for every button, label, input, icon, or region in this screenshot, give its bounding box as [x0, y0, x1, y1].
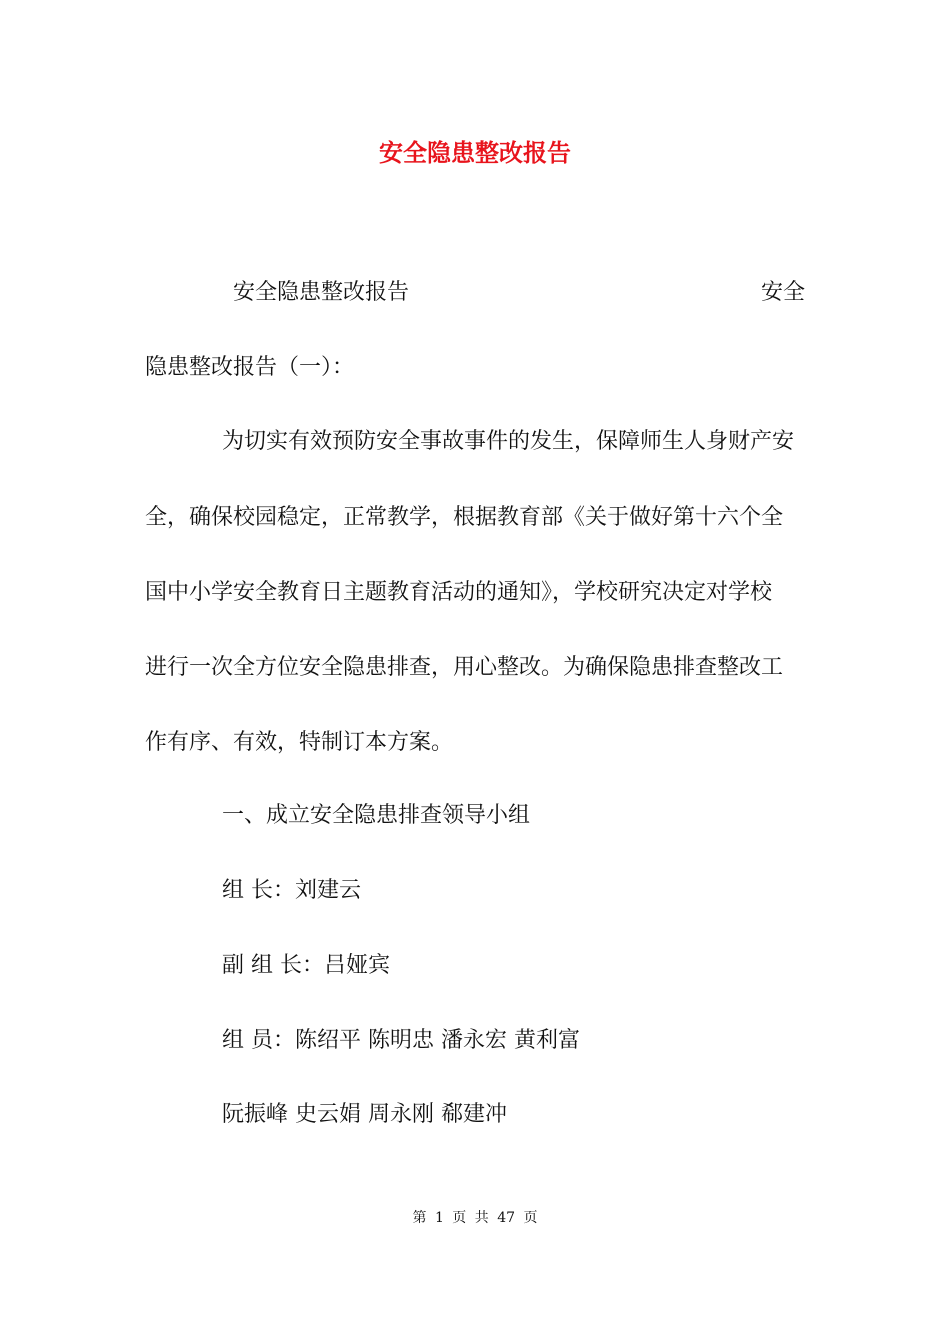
paragraph1-line3: 国中小学安全教育日主题教育活动的通知》，学校研究决定对学校 [145, 580, 773, 605]
paragraph1-line5: 作有序、有效，特制订本方案。 [145, 730, 454, 755]
document-title: 安全隐患整改报告 [379, 138, 571, 167]
heading-left-text: 安全隐患整改报告 [233, 280, 410, 305]
vice-leader-line: 副 组 长：吕娅宾 [222, 953, 390, 978]
members-line1: 组 员：陈绍平 陈明忠 潘永宏 黄利富 [222, 1028, 580, 1053]
members-line2: 阮振峰 史云娟 周永刚 郗建冲 [222, 1102, 507, 1127]
paragraph1-line2: 全，确保校园稳定，正常教学，根据教育部《关于做好第十六个全 [145, 505, 784, 530]
leader-line: 组 长：刘建云 [222, 878, 361, 903]
section1-heading: 一、成立安全隐患排查领导小组 [222, 803, 531, 828]
heading-continuation: 隐患整改报告（一）： [145, 355, 355, 380]
heading-line [145, 278, 805, 308]
paragraph1-line1: 为切实有效预防安全事故事件的发生，保障师生人身财产安 [222, 429, 795, 454]
heading-right-text: 安全 [760, 280, 805, 305]
page-footer: 第 1 页 共 47 页 [412, 1210, 538, 1226]
paragraph1-line4: 进行一次全方位安全隐患排查，用心整改。为确保隐患排查整改工 [145, 655, 784, 680]
